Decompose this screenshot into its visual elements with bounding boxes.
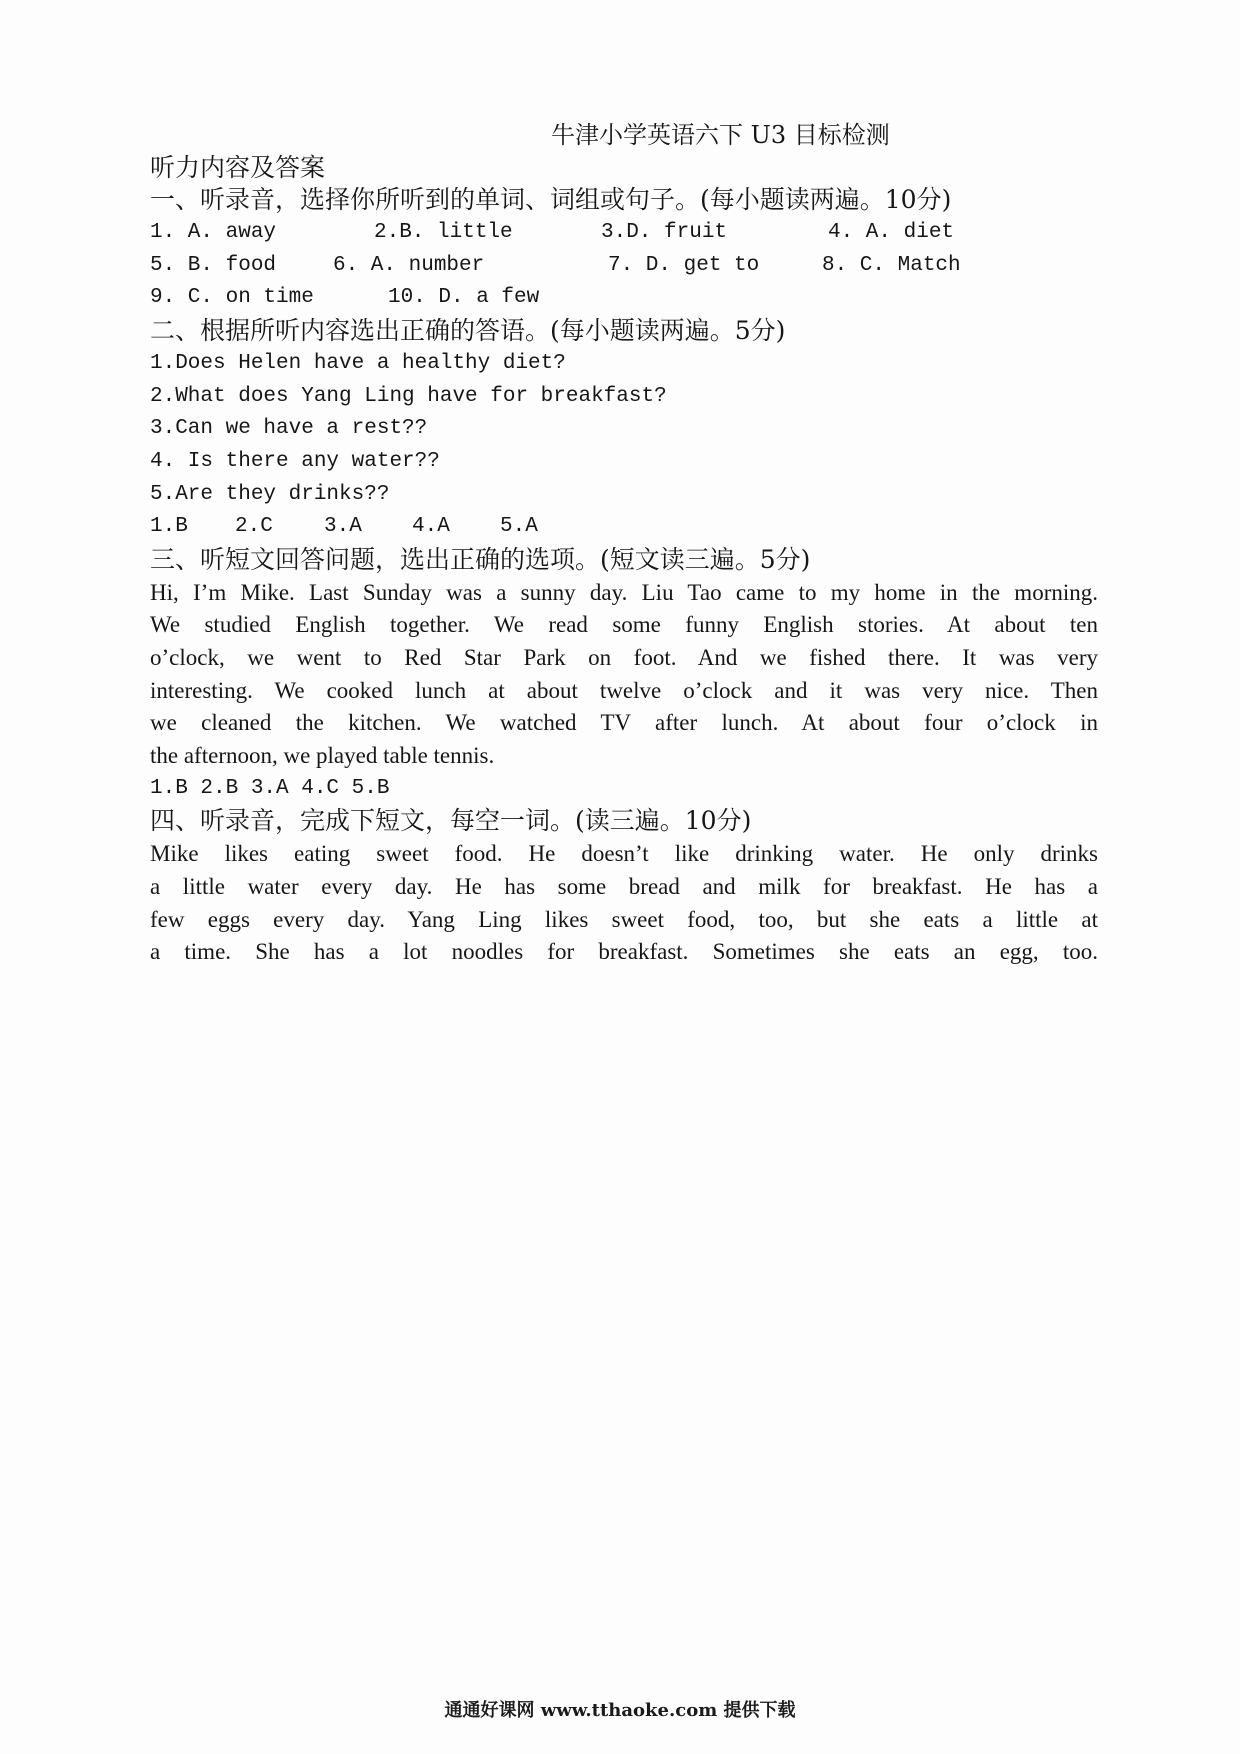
section-4-heading: 四、听录音，完成下短文，每空一词。(读三遍。10分) (150, 806, 752, 836)
document-body (150, 119, 1098, 969)
section-3-passage-line: we cleaned the kitchen. We watched TV after lunch. At about four o’clock in (150, 710, 1098, 736)
section-3-passage-line: interesting. We cooked lunch at about twelve o’clock and it was very nice. Then (150, 677, 1098, 703)
section-2-answer-row (150, 511, 1098, 544)
section-2-heading: 二、根据所听内容选出正确的答语。(每小题读两遍。5分) (150, 316, 786, 346)
section-1-answer: 2.B. little (374, 221, 513, 245)
section-2-question: 1.Does Helen have a healthy diet? (150, 351, 566, 375)
section-3-answers: 1.B 2.B 3.A 4.C 5.B (150, 776, 390, 800)
section-4-passage-line: a little water every day. He has some bread and milk for breakfast. He has a (150, 873, 1098, 899)
section-2-answer: 5.A (500, 515, 538, 539)
section-3-passage-line: Hi, I’m Mike. Last Sunday was a sunny day. Liu Tao came to my home in the morning. (150, 579, 1098, 605)
footer-credit: 通通好课网 www.tthaoke.com 提供下载 (444, 1700, 796, 1721)
section-3-passage-line: o’clock, we went to Red Star Park on foot. And we fished there. It was very (150, 645, 1098, 670)
section-2-question: 5.Are they drinks?? (150, 482, 390, 506)
section-1-answer: 4. A. diet (828, 221, 955, 245)
section-1-answer: 10. D. a few (388, 286, 540, 310)
section-2-question: 2.What does Yang Ling have for breakfast? (150, 384, 667, 408)
section-4-passage-line: Mike likes eating sweet food. He doesn’t like drinking water. He only drinks (150, 841, 1098, 867)
section-3-passage-line: We studied English together. We read some funny English stories. At about ten (150, 612, 1098, 638)
section-2-answer: 4.A (412, 515, 450, 539)
section-4-passage-line: few eggs every day. Yang Ling likes sweet food, too, but she eats a little at (150, 906, 1098, 932)
section-1-answer-row (150, 282, 1098, 315)
section-3-heading: 三、听短文回答问题，选出正确的选项。(短文读三遍。5分) (150, 544, 811, 574)
section-2-answer: 1.B (150, 515, 188, 539)
section-1-answer: 1. A. away (150, 221, 277, 245)
section-1-answer-row (150, 217, 1098, 250)
section-1-answer: 3.D. fruit (601, 221, 728, 245)
section-2-question: 4. Is there any water?? (150, 449, 440, 473)
section-2-answer: 2.C (235, 515, 273, 539)
section-1-answer: 9. C. on time (150, 286, 314, 310)
section-3-passage-line: the afternoon, we played table tennis. (150, 743, 495, 769)
section-1-answer-row (150, 250, 1098, 283)
section-1-answer: 7. D. get to (608, 253, 760, 277)
section-1-heading: 一、听录音，选择你所听到的单词、词组或句子。(每小题读两遍。10分) (150, 185, 952, 215)
section-2-answer: 3.A (324, 515, 362, 539)
section-1-answer: 8. C. Match (822, 253, 961, 277)
section-2-question: 3.Can we have a rest?? (150, 417, 428, 441)
section-4-passage-line: a time. She has a lot noodles for breakfast. Sometimes she eats an egg, too. (150, 939, 1098, 965)
document-title: 牛津小学英语六下 U3 目标检测 (551, 121, 890, 149)
section-1-answer: 6. A. number (333, 253, 485, 277)
document-subtitle: 听力内容及答案 (150, 152, 326, 182)
section-1-answer: 5. B. food (150, 253, 277, 277)
